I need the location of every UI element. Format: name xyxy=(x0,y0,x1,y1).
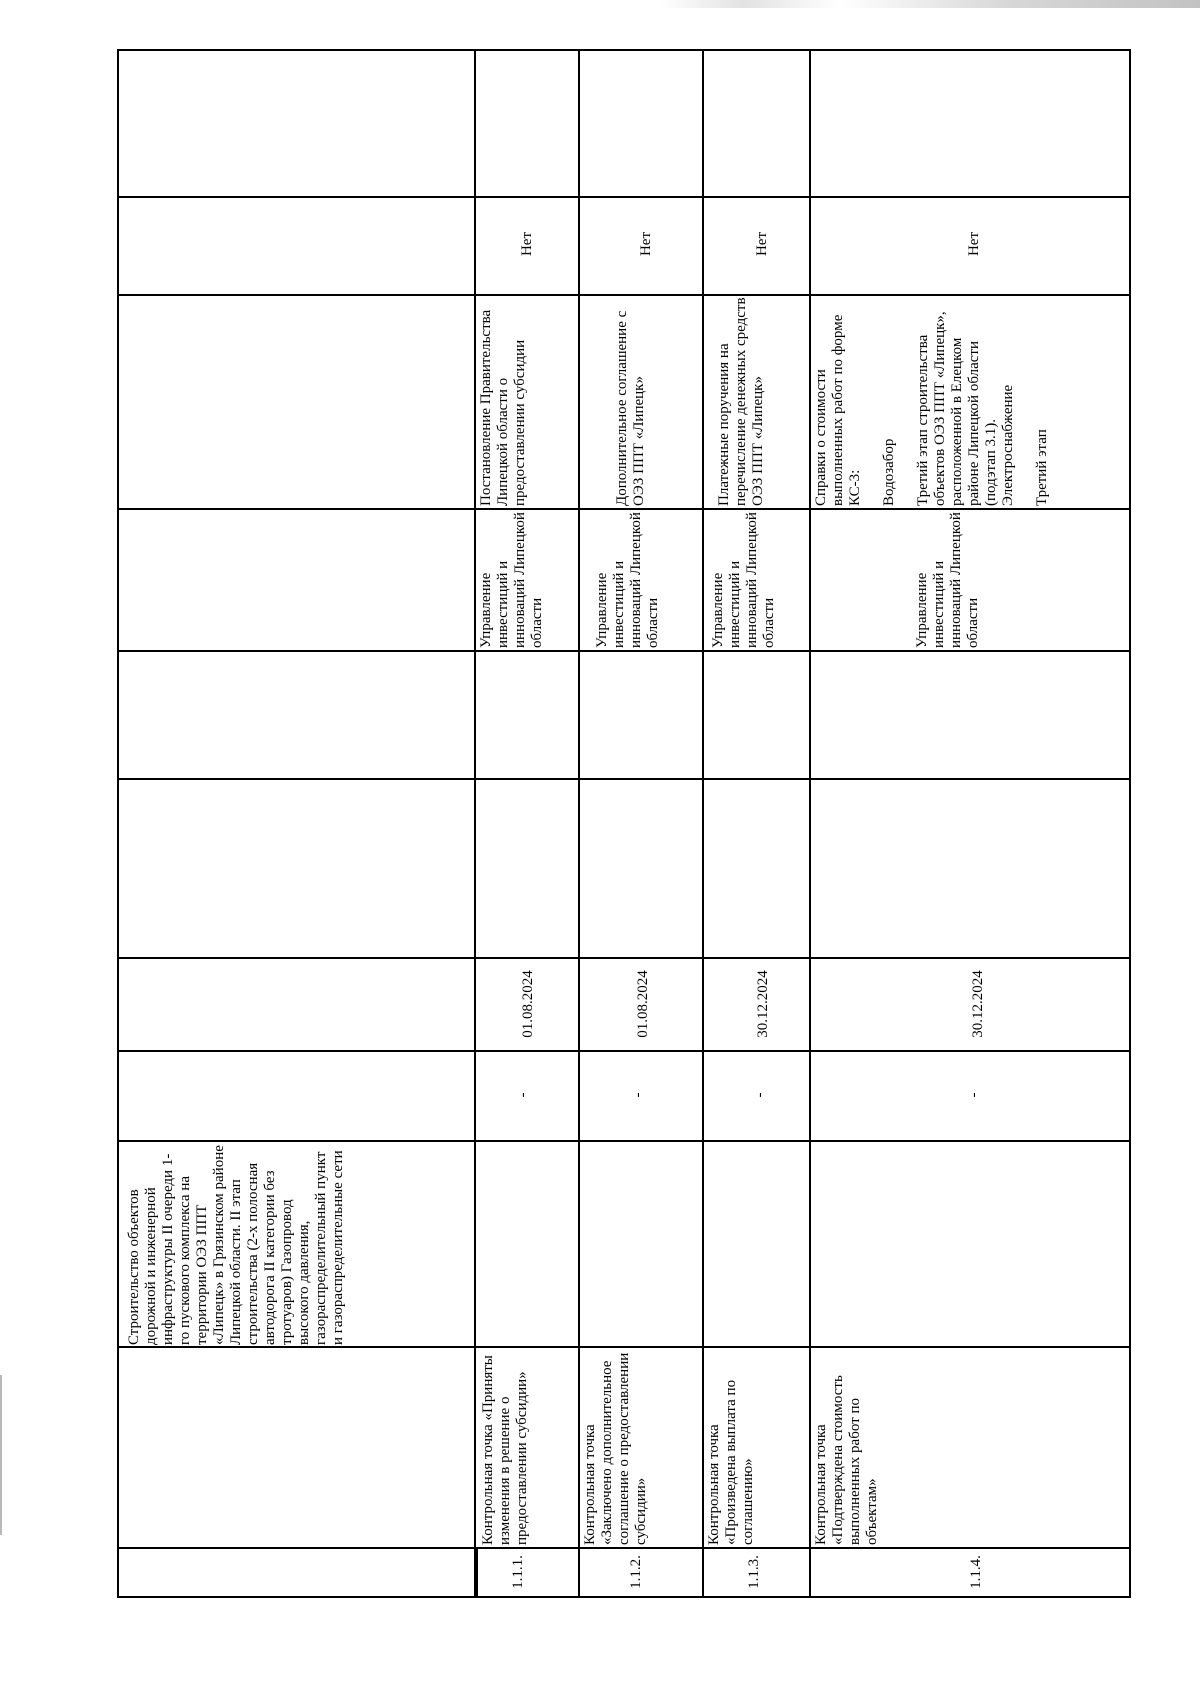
row-end: 01.08.2024 xyxy=(520,970,536,1038)
row-responsible: Управление инвестиций и инноваций Липецкой области xyxy=(594,512,661,648)
row-name: Контрольная точка «Произведена выплата по соглашению» xyxy=(706,1379,756,1545)
row-responsible: Управление инвестиций и инноваций Липецкой области xyxy=(478,512,545,648)
row-end: 30.12.2024 xyxy=(970,970,986,1038)
row-responsible: Управление инвестиций и инноваций Липецкой области xyxy=(914,512,981,648)
row-responsible: Управление инвестиций и инноваций Липецкой области xyxy=(710,512,777,648)
row-start: - xyxy=(752,1092,768,1098)
row-info-system: Нет xyxy=(754,231,770,257)
row-divider xyxy=(474,49,476,1598)
row-name: Контрольная точка «Подтверждена стоимость выполненных работ по объектам» xyxy=(813,1375,880,1545)
row-number: 1.1.3. xyxy=(746,1555,762,1589)
row-info-system: Нет xyxy=(966,231,982,257)
column-divider xyxy=(118,1547,1130,1549)
row-document: Платежные поручения на перечисление денежных средств ОЭЗ ППТ «Липецк» xyxy=(716,297,766,506)
number-cell-divider xyxy=(476,1547,478,1598)
row-document: Дополнительное соглашение с ОЭЗ ППТ «Липецк» xyxy=(614,310,647,506)
row-divider xyxy=(809,49,811,1598)
row-end: 30.12.2024 xyxy=(755,970,771,1038)
row-name: Контрольная точка «Заключено дополнительное соглашение о предоставлении субсидии» xyxy=(582,1352,649,1545)
row-document: Постановление Правительства Липецкой области о предоставлении субсидии xyxy=(478,309,528,506)
row-start: - xyxy=(966,1092,982,1098)
row-end: 01.08.2024 xyxy=(635,970,651,1038)
object-description: Строительство объектов дорожной и инженерной инфраструктуры II очереди 1-го пускового комплекса на территории ОЭЗ ППТ «Липецк» в Грязинском районе Липецкой области. II этап строительства (2-х полосная автодорога II категории без тротуаров) Газопровод высокого давления, газораспределительный пункт и газораспределительные сети xyxy=(126,1145,346,1345)
row-divider xyxy=(578,49,580,1598)
row-document: Справки о стоимости выполненных работ по форме КС-3: Водозабор Третий этап строительства объектов ОЭЗ ППТ «Липецк», расположенной в Елецком районе Липецкой области (подэтап 3.1). Электроснабжение Третий этап xyxy=(813,311,1050,506)
column-divider xyxy=(118,1140,1130,1142)
row-number: 1.1.4. xyxy=(968,1555,984,1589)
column-divider xyxy=(118,778,1130,780)
row-start: - xyxy=(515,1092,531,1098)
row-number: 1.1.1. xyxy=(510,1555,526,1589)
row-info-system: Нет xyxy=(519,231,535,257)
column-divider xyxy=(118,957,1130,959)
row-name: Контрольная точка «Приняты изменения в решение о предоставлении субсидии» xyxy=(480,1355,530,1545)
column-divider xyxy=(118,650,1130,652)
row-start: - xyxy=(630,1092,646,1098)
row-divider xyxy=(702,49,704,1598)
row-info-system: Нет xyxy=(638,231,654,257)
row-number: 1.1.2. xyxy=(628,1555,644,1589)
